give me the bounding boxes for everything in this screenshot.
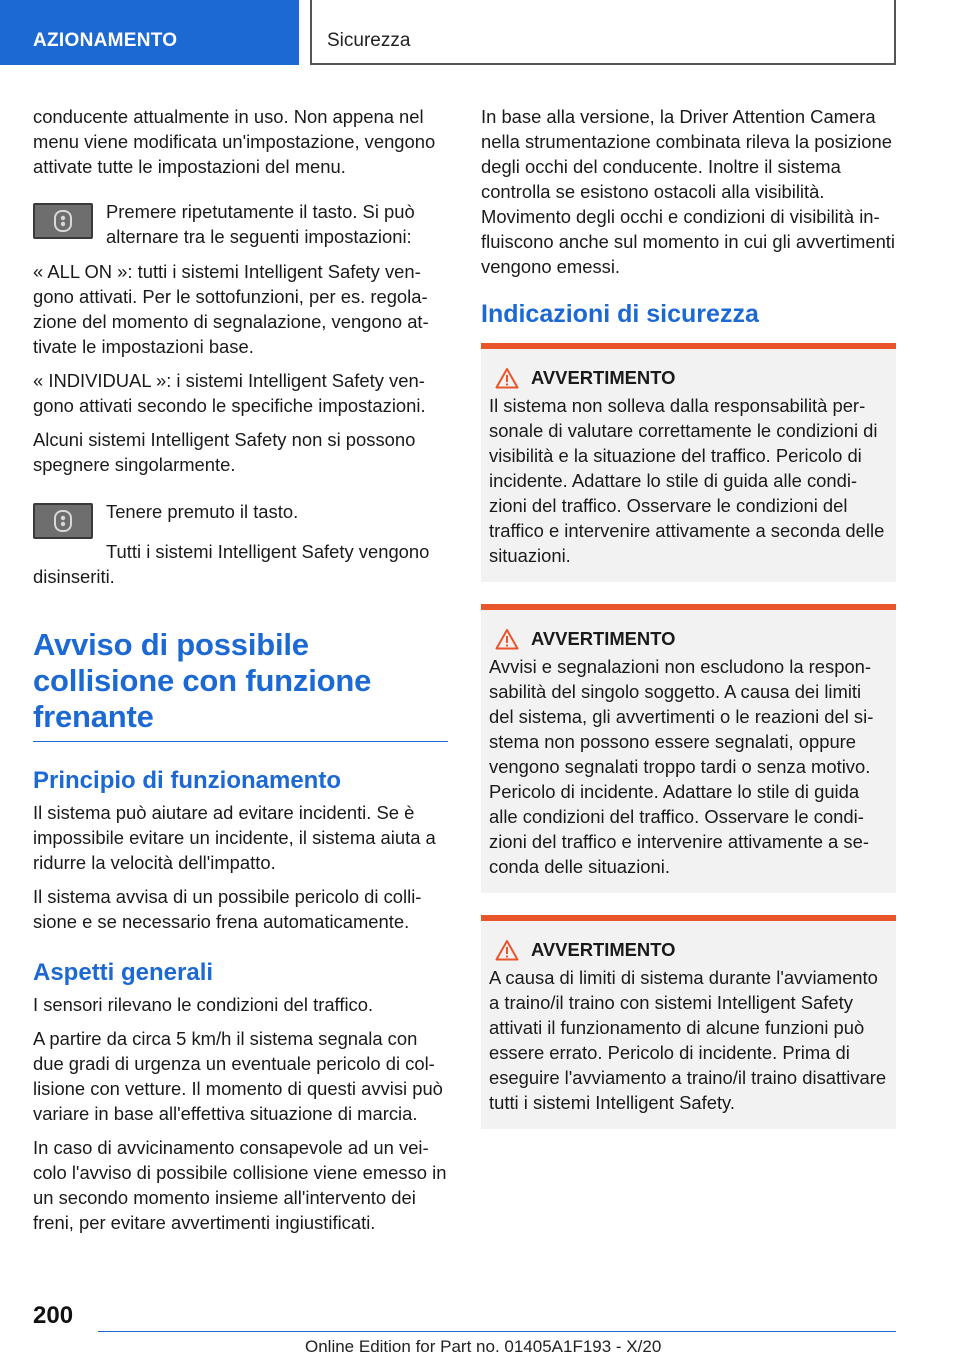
warning-title: AVVERTIMENTO — [531, 628, 676, 649]
general-paragraph-3: In caso di avvicinamento consapevole ad un veicolo l'avviso di possibile collisione viene emesso in un secondo momento insieme all'intervento dei freni, per evitare avvertimenti ingiustificati. — [33, 1137, 447, 1233]
section-tab[interactable]: AZIONAMENTO — [0, 0, 299, 65]
all-on-paragraph: « ALL ON »: tutti i sistemi Intelligent Safety vengono attivati. Per le sottofunzioni, per es. regolazione del momento di segnalazione, vengono attivate le impostazioni base. — [33, 261, 429, 357]
note-paragraph: Alcuni sistemi Intelligent Safety non si possono spegnere singolarmente. — [33, 429, 416, 475]
warning-box — [481, 604, 896, 893]
warning-text: Avvisi e segnalazioni non escludono la responsabilità del singolo soggetto. A causa dei limiti del sistema, gli avvertimenti o le reazioni del sistema non possono essere segnalati, oppure vengono segnalati troppo tardi o senza motivo. Pericolo di incidente. Adattare lo stile di guida alle condizioni del traffico. Osservare le condizioni del traffico e intervenire attivamente a seconda delle situazioni. — [489, 656, 874, 877]
warning-title: AVVERTIMENTO — [531, 367, 676, 388]
principle-paragraph-2: Il sistema avvisa di un possibile pericolo di collisione e se necessario frena automaticamente. — [33, 886, 422, 932]
general-paragraph-1: I sensori rilevano le condizioni del traffico. — [33, 994, 374, 1015]
camera-paragraph: In base alla versione, la Driver Attention Camera nella strumentazione combinata rileva la posizione degli occhi del conducente. Inoltre il sistema controlla se esistono ostacoli alla visibilità. Movimento degli occhi e condizioni di visibilità influiscono anche sul momento in cui gli avvertimenti vengono emessi. — [481, 106, 895, 277]
general-paragraph-2: A partire da circa 5 km/h il sistema segnala con due gradi di urgenza un eventuale pericolo di collisione con vetture. Il momento di questi avvisi può variare in base all'effettiva situazione di marcia. — [33, 1028, 443, 1124]
warning-triangle-icon — [495, 367, 519, 389]
subheading-principle: Principio di funzionamento — [33, 767, 341, 794]
warning-text: A causa di limiti di sistema durante l'avviamento a traino/il traino con sistemi Intelligent Safety attivati il funzionamento di alcune funzioni può essere errato. Pericolo di incidente. Prima di eseguire l'avviamento a traino/il traino disattivare tutti i sistemi Intelligent Safety. — [489, 967, 887, 1113]
warning-triangle-icon — [495, 939, 519, 961]
key1-text: Premere ripetutamente il tasto. Si può alternare tra le seguenti impostazioni: — [106, 201, 415, 247]
subheading-general: Aspetti generali — [33, 959, 214, 986]
individual-paragraph: « INDIVIDUAL »: i sistemi Intelligent Safety vengono attivati secondo le specifiche impostazioni. — [33, 370, 426, 416]
key2-result: Tutti i sistemi Intelligent Safety vengono disinseriti. — [33, 541, 430, 587]
intelligent-safety-key-icon — [33, 203, 93, 239]
intelligent-safety-key-icon — [33, 503, 93, 539]
warning-box — [481, 915, 896, 1129]
safety-heading: Indicazioni di sicurezza — [481, 300, 759, 328]
footer-divider — [98, 1331, 896, 1332]
page-number: 200 — [33, 1302, 74, 1329]
edition-footer[interactable]: Online Edition for Part no. 01405A1F193 - X/20 — [305, 1337, 662, 1356]
subsection-title: Sicurezza — [310, 0, 896, 65]
key-instruction-2 — [33, 499, 448, 539]
warning-box — [481, 343, 896, 582]
warning-triangle-icon — [495, 628, 519, 650]
principle-paragraph-1: Il sistema può aiutare ad evitare incidenti. Se è impossibile evitare un incidente, il sistema aiuta a ridurre la velocità dell'impatto. — [33, 802, 436, 873]
right-column — [481, 104, 896, 1129]
warning-text: Il sistema non solleva dalla responsabilità personale di valutare correttamente le condizioni di visibilità e la situazione del traffico. Pericolo di incidente. Adattare lo stile di guida alle condizioni del traffico. Osservare le condizioni del traffico e intervenire attivamente a seconda delle situazioni. — [489, 395, 885, 566]
main-heading: Avviso di possibile collisione con funzione frenante — [33, 627, 448, 742]
key-instruction-1 — [33, 199, 448, 255]
key2-text: Tenere premuto il tasto. — [106, 501, 299, 522]
left-column — [33, 104, 448, 1244]
warning-title: AVVERTIMENTO — [531, 939, 676, 960]
intro-paragraph: conducente attualmente in uso. Non appena nel menu viene modificata un'impostazione, vengono attivate tutte le impostazioni del menu. — [33, 106, 436, 177]
